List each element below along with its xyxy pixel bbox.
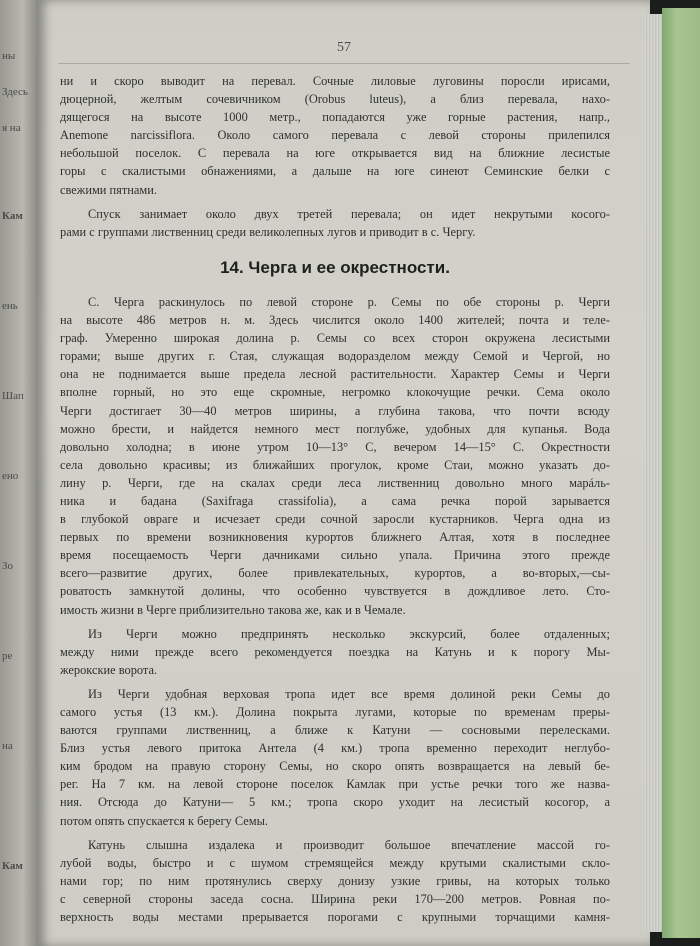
- text-line: свежими пятнами.: [60, 182, 157, 197]
- text-line: Из Черги можно предпринять несколько экскурсий, более отдаленных;: [88, 626, 610, 641]
- text-line: горами; выше других г. Стая, служащая водоразделом между Семой и Чергой, но: [60, 349, 610, 364]
- text-line: рами с группами лиственниц среди великолепных лугов и приводит в с. Чергу.: [60, 224, 476, 239]
- text-line: рег. На 7 км. на левой стороне поселок Камлак при устье речки того же назва-: [60, 777, 610, 792]
- text-line: граф. Умеренно широкая долина р. Семы со всех сторон окружена лесистыми: [60, 331, 610, 346]
- text-line: ника и бадана (Saxifraga crassifolia), а сама речка порой зарывается: [60, 493, 610, 508]
- book-cover: [662, 8, 700, 938]
- left-page-fragment: на: [2, 740, 13, 752]
- left-page-edge: [0, 0, 38, 946]
- text-line: имость жизни в Черге приблизительно такова же, как и в Чемале.: [60, 602, 406, 617]
- paragraph-excursions: [60, 625, 610, 679]
- text-line: время посещаемость Черги дачниками сильно упала. Причина этого прежде: [60, 548, 610, 563]
- left-page-fragment: Шап: [2, 390, 24, 402]
- paragraph-pass-continuation: [60, 72, 610, 199]
- text-line: между ними прежде всего рекомендуется поездка на Катунь и к порогу Мы-: [60, 644, 610, 659]
- left-page-fragment: ень: [2, 300, 18, 312]
- text-line: можно брести, и найдется немного мест поглубже, удобных для купанья. Вода: [60, 421, 610, 436]
- text-line: с северной стороны заседа сосна. Ширина реки 170—200 метров. Ровная по-: [60, 891, 610, 906]
- text-line: Anemone narcissiflora. Около самого перевала с левой стороны прилепился: [60, 128, 610, 143]
- text-line: села довольно красивы; из ближайших прогулок, кроме Стаи, можно указать до-: [60, 457, 610, 472]
- text-line: дящегося на высоте 1000 метр., попадаются уже горные растения, напр.,: [60, 110, 610, 125]
- left-page-fragment: я на: [2, 122, 21, 134]
- text-line: всего—развитие других, более привлекательных, курортов, а во-вторых,—сы-: [60, 566, 610, 581]
- left-page-fragment: Зо: [2, 560, 14, 572]
- text-line: в глубокой овраге и исчезает среди сочной заросли кустарников. Черга одна из: [60, 512, 610, 527]
- text-line: лубой воды, быстро и с шумом стремящейся между крутыми скалистыми скло-: [60, 855, 610, 870]
- text-line: жерокские ворота.: [60, 662, 158, 677]
- text-line: Катунь слышна издалека и производит большое впечатление массой го-: [88, 837, 610, 852]
- paragraph-cherga: [60, 293, 610, 619]
- book-page: [38, 0, 650, 946]
- text-line: нами гор; по ним протянулись сверху донизу узкие гривы, на которых только: [60, 873, 610, 888]
- text-line: на высоте 486 метров н. м. Здесь числится около 1400 жителей; почта и теле-: [60, 313, 610, 328]
- text-line: Черги достигает 30—40 метров ширины, а глубина такова, что почти всюду: [60, 403, 610, 418]
- text-line: она не поднимается выше предела лесной растительности. Характер Семы и Черги: [60, 367, 610, 382]
- text-line: Близ устья левого притока Антела (4 км.) тропа временно переходит неглубо-: [60, 741, 610, 756]
- text-line: вполне горный, но это еще скромные, негромко клокочущие речки. Сема около: [60, 385, 610, 400]
- text-line: ким бродом на правую сторону Семы, но скоро опять возвращается на левый бе-: [60, 759, 610, 774]
- left-page-fragment: Кам: [2, 860, 23, 872]
- text-line: горы с скалистыми обнажениями, а дальше на юге синеют Семинские белки с: [60, 164, 610, 179]
- text-line: довольно холодна; в июне утром 10—13° С, вечером 14—15° С. Окрестности: [60, 439, 610, 454]
- text-line: Из Черги удобная верховая тропа идет все время долиной реки Семы до: [88, 686, 610, 701]
- paragraph-trail: [60, 685, 610, 830]
- page-text: [60, 72, 610, 926]
- page-number: 57: [337, 40, 351, 55]
- text-line: самого устья (13 км.). Долина покрыта лугами, которые по временам преры-: [60, 705, 610, 719]
- left-page-fragment: ре: [2, 650, 13, 662]
- text-line: лину р. Черги, где на скалах среди леса лиственниц довольно много марáль-: [60, 475, 610, 490]
- text-line: верхность воды местами прерывается порогами с крупными торчащими камня-: [60, 910, 610, 925]
- left-page-fragment: ны: [2, 50, 16, 62]
- text-line: потом опять спускается к берегу Семы.: [60, 813, 269, 828]
- text-line: ни и скоро выводит на перевал. Сочные лиловые луговины поросли ирисами,: [60, 74, 610, 88]
- paragraph-katun: [60, 836, 610, 926]
- header-rule: [58, 63, 630, 64]
- left-page-fragment: ено: [2, 470, 19, 482]
- text-line: небольшой поселок. С перевала на юге открывается вид на ближние лесистые: [60, 146, 610, 161]
- text-line: роватость замкнутой долины, что особенно чувствуется в дождливое лето. Сто-: [60, 584, 610, 599]
- text-line: ваются группами лиственниц, а ближе к Катуни — сосновыми перелесками.: [60, 723, 610, 738]
- paragraph-descent: [60, 205, 610, 241]
- left-page-fragment: Здесь: [2, 86, 28, 98]
- left-page-fragment: Кам: [2, 210, 23, 222]
- text-line: С. Черга раскинулось по левой стороне р. Семы по обе стороны р. Черги: [88, 294, 610, 309]
- text-line: ния. Отсюда до Катуни— 5 км.; тропа скоро уходит на лесистый косогор, а: [60, 795, 610, 810]
- section-heading: 14. Черга и ее окрестности.: [220, 257, 450, 277]
- text-line: Спуск занимает около двух третей перевала; он идет некрутыми косого-: [88, 206, 610, 221]
- text-line: первых по времени возникновения курортов ближнего Алтая, хотя в последнее: [60, 530, 610, 545]
- text-line: дюцерной, желтым сочевичником (Orobus luteus), а близ перевала, нахо-: [60, 92, 610, 107]
